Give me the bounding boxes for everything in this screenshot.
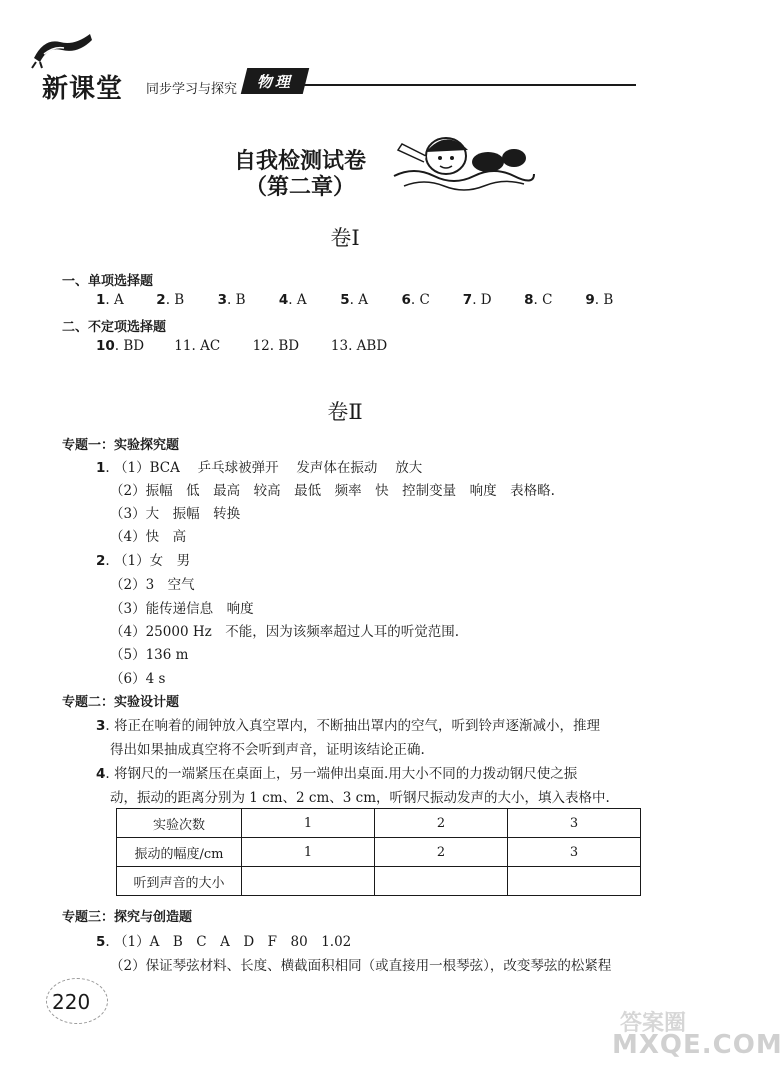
- page-title: 自我检测试卷: [233, 149, 366, 174]
- logo-ribbon-icon: [30, 28, 96, 68]
- topic-3-heading: 专题三：探究与创造题: [62, 910, 193, 925]
- question-2-line-1: 2. （1）女 男: [96, 553, 191, 569]
- answer-item: 10. BD: [96, 338, 145, 354]
- table-cell: 听到声音的大小: [117, 867, 242, 896]
- question-1-line-4: （4）快 高: [110, 529, 187, 545]
- table-cell: [242, 867, 375, 896]
- answer-item: 4. A: [278, 292, 307, 308]
- question-1-line-2: （2）振幅 低 最高 较高 最低 频率 快 控制变量 响度 表格略.: [110, 483, 555, 499]
- table-cell: [508, 867, 641, 896]
- question-4-line-1: 4. 将钢尺的一端紧压在桌面上，另一端伸出桌面.用大小不同的力拨动钢尺使之振: [96, 766, 578, 782]
- question-1-line-1: 1. （1）BCA 乒乓球被弹开 发声体在振动 放大: [96, 460, 423, 476]
- question-5-line-2: （2）保证琴弦材料、长度、横截面积相同（或直接用一根琴弦），改变琴弦的松紧程: [110, 958, 612, 974]
- table-cell: 1: [242, 809, 375, 838]
- table-cell: 实验次数: [117, 809, 242, 838]
- topic-1-heading: 专题一：实验探究题: [62, 438, 180, 453]
- experiment-table: [116, 808, 641, 896]
- watermark-top: 答案圈: [620, 1011, 687, 1036]
- answer-item: 13. ABD: [330, 338, 388, 354]
- page-subtitle: （第二章）: [244, 175, 355, 200]
- answer-item: 1. A: [96, 292, 124, 308]
- table-cell: 3: [508, 809, 641, 838]
- question-2-line-4: （4）25000 Hz 不能，因为该频率超过人耳的听觉范围.: [110, 624, 460, 640]
- single-choice-answers: [96, 292, 616, 308]
- question-3-line-1: 3. 将正在响着的闹钟放入真空罩内，不断抽出罩内的空气，听到铃声逐渐减小，推理: [96, 718, 600, 734]
- answer-item: 3. B: [217, 292, 246, 308]
- watermark: MXQE.COM: [612, 1030, 783, 1060]
- topic-2-heading: 专题二：实验设计题: [62, 695, 180, 710]
- table-cell: 3: [508, 838, 641, 867]
- subject-badge: [241, 68, 309, 94]
- answer-item: 8. C: [524, 292, 553, 308]
- table-cell: 2: [375, 809, 508, 838]
- question-5-line-1: 5. （1）A B C A D F 80 1.02: [96, 934, 352, 950]
- section-single-choice-heading: 一、单项选择题: [62, 274, 154, 289]
- question-3-line-2: 得出如果抽成真空将不会听到声音，证明该结论正确.: [110, 742, 425, 758]
- question-1-line-3: （3）大 振幅 转换: [110, 506, 241, 522]
- page-number: 220: [52, 990, 91, 1014]
- answer-item: 9. B: [585, 292, 614, 308]
- question-2-line-3: （3）能传递信息 响度: [110, 601, 254, 617]
- multi-choice-answers: [96, 338, 516, 354]
- table-row: [117, 867, 641, 896]
- answer-item: 12. BD: [252, 338, 300, 354]
- table-row: [117, 809, 641, 838]
- answer-item: 7. D: [462, 292, 492, 308]
- volume-2-label: 卷Ⅱ: [327, 400, 363, 424]
- question-2-line-2: （2）3 空气: [110, 577, 195, 593]
- subject-label: 物理: [256, 72, 293, 91]
- table-cell: 2: [375, 838, 508, 867]
- answer-item: 2. B: [156, 292, 185, 308]
- table-row: [117, 838, 641, 867]
- header-divider: [300, 84, 636, 86]
- answer-item: 5. A: [340, 292, 368, 308]
- answer-item: 6. C: [401, 292, 430, 308]
- table-cell: 1: [242, 838, 375, 867]
- section-multi-choice-heading: 二、不定项选择题: [62, 320, 167, 335]
- question-2-line-5: （5）136 m: [110, 647, 189, 663]
- table-cell: [375, 867, 508, 896]
- volume-1-label: 卷Ⅰ: [330, 226, 360, 250]
- question-2-line-6: （6）4 s: [110, 671, 166, 687]
- question-4-line-2: 动，振动的距离分别为 1 cm、2 cm、3 cm，听钢尺振动发声的大小，填入表格中.: [110, 790, 610, 806]
- table-cell: 振动的幅度/cm: [117, 838, 242, 867]
- brand-name: 新课堂: [42, 74, 124, 104]
- swimmer-illustration-icon: [384, 122, 536, 194]
- brand-subtitle: 同步学习与探究: [146, 82, 238, 97]
- answer-item: 11. AC: [174, 338, 221, 354]
